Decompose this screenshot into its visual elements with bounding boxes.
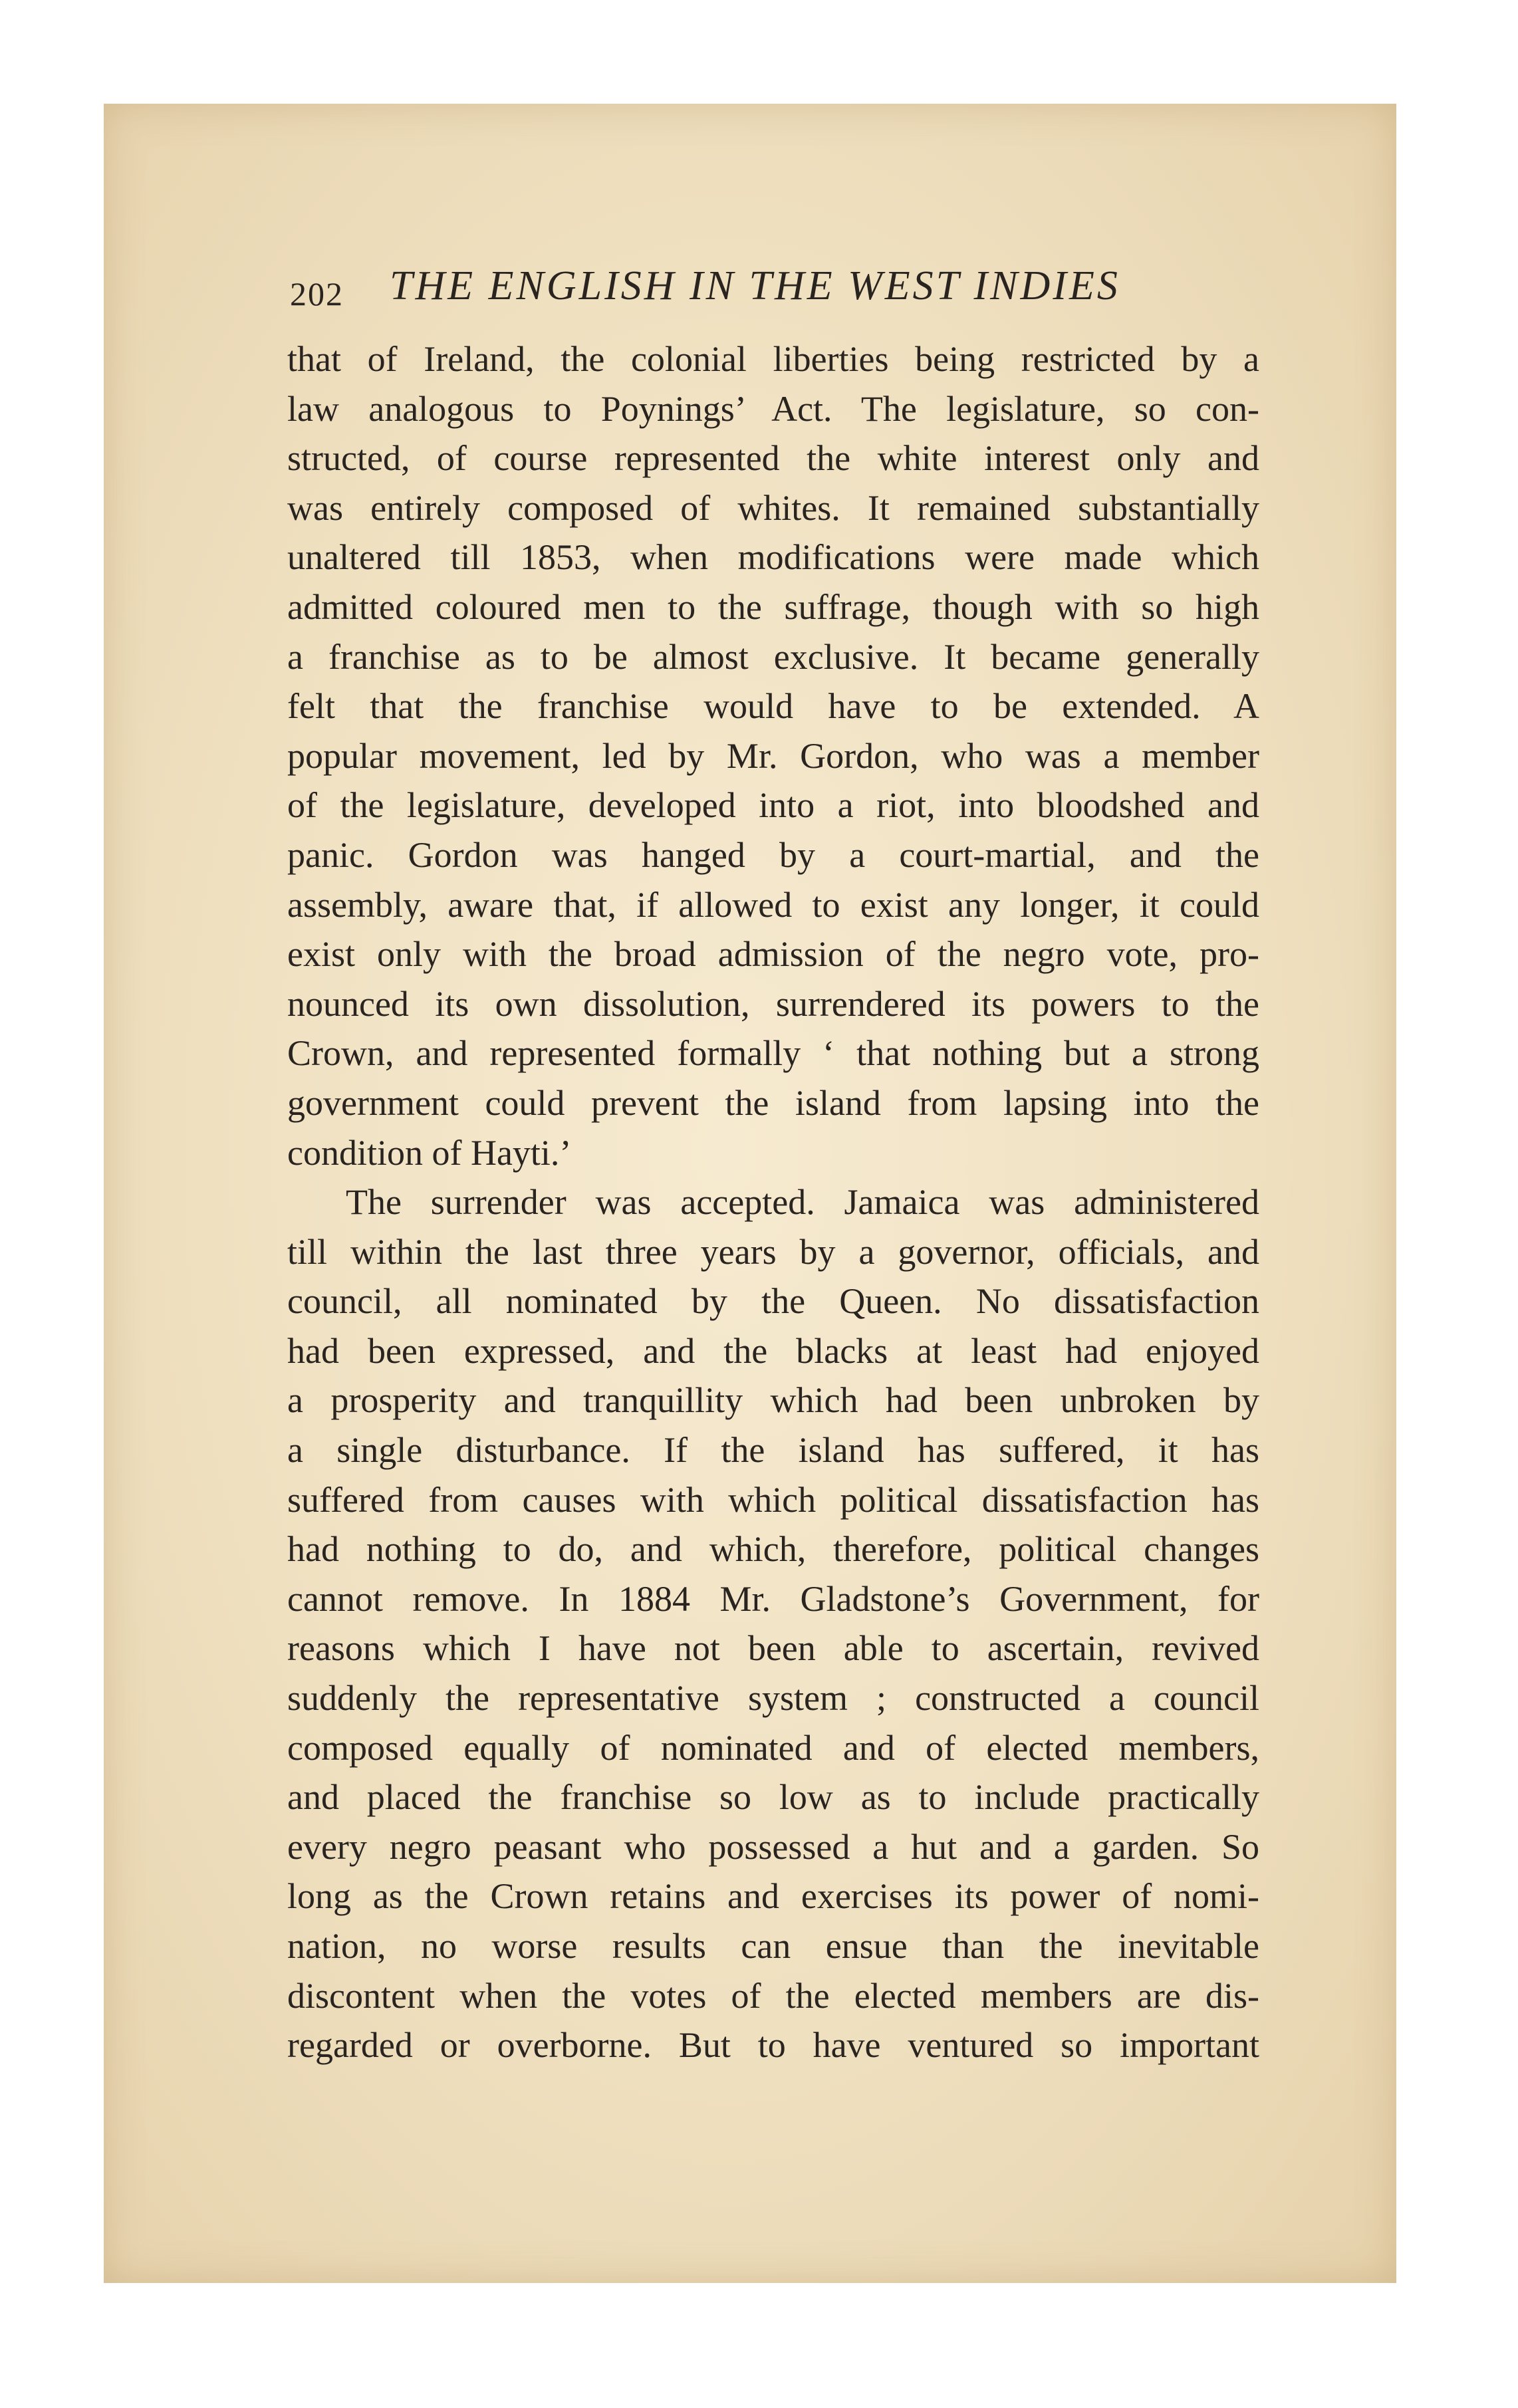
text-line: reasons which I have not been able to ascertain, revived	[287, 1628, 1259, 1669]
text-line: regarded or overborne. But to have ventured so important	[287, 2025, 1259, 2066]
text-line: composed equally of nominated and of elected members,	[287, 1727, 1259, 1768]
text-line: a single disturbance. If the island has suffered, it has	[287, 1430, 1259, 1471]
text-line: Crown, and represented formally ‘ that nothing but a strong	[287, 1033, 1259, 1074]
text-line: cannot remove. In 1884 Mr. Gladstone’s Government, for	[287, 1578, 1259, 1619]
text-line: a prosperity and tranquillity which had been unbroken by	[287, 1380, 1259, 1421]
text-line: of the legislature, developed into a riot, into bloodshed and	[287, 785, 1259, 826]
text-line: unaltered till 1853, when modifications were made which	[287, 537, 1259, 578]
text-line: nation, no worse results can ensue than the inevitable	[287, 1926, 1259, 1966]
text-line: long as the Crown retains and exercises its power of nomi-	[287, 1876, 1259, 1917]
text-line: and placed the franchise so low as to include practically	[287, 1777, 1259, 1818]
text-line: discontent when the votes of the elected members are dis-	[287, 1975, 1259, 2016]
page-number: 202	[290, 275, 344, 312]
text-line: suddenly the representative system ; constructed a council	[287, 1678, 1259, 1719]
paragraph-end-line: condition of Hayti.’	[287, 1132, 572, 1173]
text-line: government could prevent the island from lapsing into the	[287, 1082, 1259, 1123]
text-line: that of Ireland, the colonial liberties being restricted by a	[287, 339, 1259, 379]
text-line: a franchise as to be almost exclusive. It became generally	[287, 636, 1259, 677]
text-line: council, all nominated by the Queen. No dissatisfaction	[287, 1281, 1259, 1322]
paragraph-start-line: The surrender was accepted. Jamaica was administered	[346, 1182, 1259, 1223]
text-line: suffered from causes with which political dissatisfaction has	[287, 1479, 1259, 1520]
text-line: admitted coloured men to the suffrage, though with so high	[287, 586, 1259, 627]
text-line: law analogous to Poynings’ Act. The legislature, so con-	[287, 388, 1259, 429]
text-line: exist only with the broad admission of the negro vote, pro-	[287, 934, 1259, 975]
text-line: popular movement, led by Mr. Gordon, who was a member	[287, 735, 1259, 776]
text-line: felt that the franchise would have to be extended. A	[287, 686, 1259, 727]
text-line: assembly, aware that, if allowed to exist any longer, it could	[287, 884, 1259, 925]
text-line: had nothing to do, and which, therefore, political changes	[287, 1529, 1259, 1570]
text-line: panic. Gordon was hanged by a court-martial, and the	[287, 834, 1259, 875]
text-line: nounced its own dissolution, surrendered its powers to the	[287, 983, 1259, 1024]
text-line: was entirely composed of whites. It remained substantially	[287, 487, 1259, 528]
running-title: THE ENGLISH IN THE WEST INDIES	[390, 263, 1120, 308]
body-text	[287, 334, 1259, 2070]
running-header	[290, 263, 1267, 318]
text-line: till within the last three years by a governor, officials, and	[287, 1231, 1259, 1272]
text-line: every negro peasant who possessed a hut and a garden. So	[287, 1826, 1259, 1867]
text-line: structed, of course represented the white interest only and	[287, 438, 1259, 479]
text-line: had been expressed, and the blacks at least had enjoyed	[287, 1330, 1259, 1371]
